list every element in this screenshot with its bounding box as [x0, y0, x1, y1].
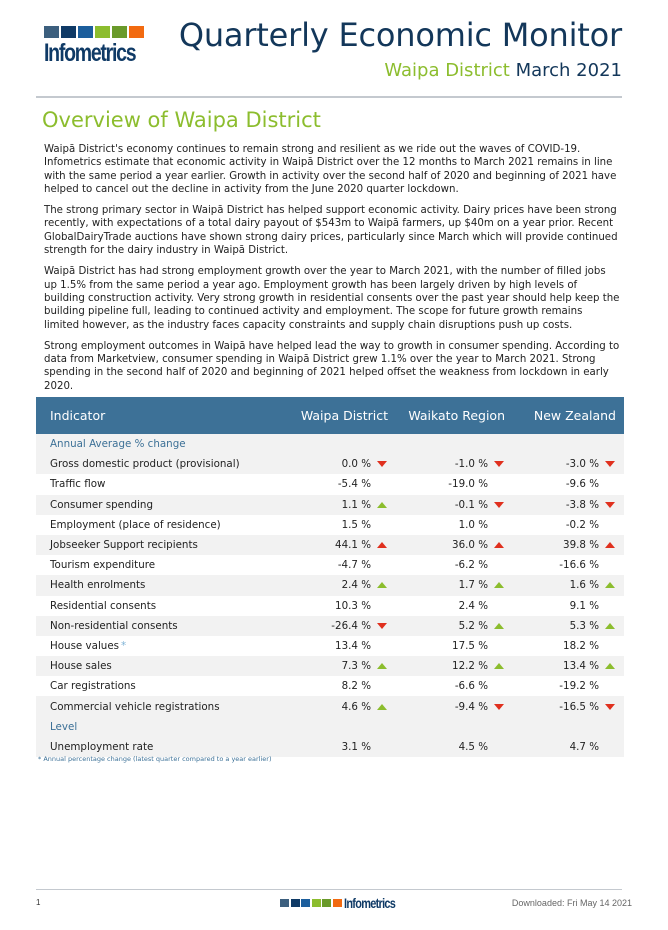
value-text: 0.0 % — [341, 458, 371, 471]
waikato-value — [388, 600, 505, 612]
indicator-table — [36, 397, 624, 757]
header-waikato: Waikato Region — [408, 408, 505, 423]
table-row — [36, 555, 624, 575]
table-row — [36, 596, 624, 616]
nz-value — [505, 660, 624, 672]
arrow-up-icon — [376, 662, 388, 670]
waikato-value — [388, 519, 505, 531]
value-text: 44.1 % — [335, 539, 371, 552]
logo-wordmark: Infometrics — [44, 39, 136, 67]
level-rows — [36, 737, 624, 757]
indicator-cell — [36, 539, 268, 551]
arrow-down-icon — [604, 501, 616, 509]
waipa-value — [268, 579, 388, 591]
value-text: 7.3 % — [341, 660, 371, 673]
arrow-up-icon — [493, 622, 505, 630]
footnote-marker: * — [121, 639, 127, 652]
waipa-value — [268, 478, 388, 490]
overview-paragraph: The strong primary sector in Waipā District has helped support economic activity. Dairy prices have been strong recently, with expectations of a total dairy payout of $543m to Waipā farmers, up $40m on a year prior. Recent GlobalDairyTrade auctions have shown strong dairy prices, particularly since March which will provide continued strength for the dairy industry in Waipā District. — [44, 205, 618, 257]
infometrics-logo — [44, 26, 144, 67]
report-period: March 2021 — [515, 60, 622, 81]
value-text: -0.2 % — [565, 518, 599, 531]
arrow-up-red-icon — [376, 541, 388, 549]
report-subtitle — [384, 60, 622, 81]
download-date: Downloaded: Fri May 14 2021 — [511, 898, 632, 908]
value-text: -16.6 % — [559, 559, 599, 572]
value-text: -6.6 % — [454, 680, 488, 693]
waikato-value — [388, 680, 505, 692]
arrow-up-icon — [493, 581, 505, 589]
waikato-value — [388, 559, 505, 571]
arrow-up-icon — [604, 662, 616, 670]
section-label: Level — [50, 720, 78, 733]
table-row — [36, 454, 624, 474]
table-row — [36, 676, 624, 696]
nz-value — [505, 680, 624, 692]
value-text: 1.7 % — [458, 579, 488, 592]
arrow-up-icon — [376, 501, 388, 509]
section-label: Annual Average % change — [50, 438, 186, 451]
value-text: 5.3 % — [569, 619, 599, 632]
arrow-down-icon — [493, 501, 505, 509]
value-text: 36.0 % — [452, 539, 488, 552]
waipa-value — [268, 660, 388, 672]
value-text: 13.4 % — [335, 639, 371, 652]
arrow-up-red-icon — [604, 541, 616, 549]
nz-value — [505, 701, 624, 713]
nz-value — [505, 519, 624, 531]
value-text: -26.4 % — [331, 619, 371, 632]
indicator-cell — [36, 458, 268, 470]
arrow-up-icon — [493, 662, 505, 670]
arrow-down-icon — [376, 460, 388, 468]
value-text: 39.8 % — [563, 539, 599, 552]
waipa-value — [268, 701, 388, 713]
arrow-up-icon — [376, 581, 388, 589]
logo-square — [280, 899, 289, 907]
value-text: -9.6 % — [565, 478, 599, 491]
value-text: 2.4 % — [341, 579, 371, 592]
nz-value — [505, 559, 624, 571]
logo-square — [78, 26, 93, 38]
nz-value — [505, 539, 624, 551]
overview-paragraph: Waipā District has had strong employment growth over the year to March 2021, with the number of filled jobs up 1.5% from the same period a year ago. Employment growth has been largely driven by high levels of building construction activity. Very strong growth in residential consents over the past year should help keep the building pipeline full, leading to continued activity and employment. The scope for future growth remains limited however, as the industry faces capacity constraints and supply chain disruptions push up costs. — [44, 266, 620, 331]
table-footnote: * Annual percentage change (latest quarter compared to a year earlier) — [38, 755, 272, 763]
value-text: 1.0 % — [458, 518, 488, 531]
report-title: Quarterly Economic Monitor — [178, 16, 622, 54]
table-row — [36, 535, 624, 555]
value-text: 12.2 % — [452, 660, 488, 673]
indicator-cell — [36, 680, 268, 692]
indicator-cell — [36, 478, 268, 490]
value-text: 3.1 % — [341, 740, 371, 753]
nz-value — [505, 620, 624, 632]
indicator-cell — [36, 579, 268, 591]
nz-value — [505, 600, 624, 612]
arrow-down-icon — [493, 703, 505, 711]
logo-square — [95, 26, 110, 38]
indicator-label: Health enrolments — [50, 579, 146, 592]
table-row — [36, 474, 624, 494]
indicator-label: Jobseeker Support recipients — [50, 539, 198, 552]
value-text: -5.4 % — [337, 478, 371, 491]
indicator-cell — [36, 620, 268, 632]
value-text: 9.1 % — [569, 599, 599, 612]
value-text: 1.1 % — [341, 498, 371, 511]
indicator-cell — [36, 701, 268, 713]
waikato-value — [388, 741, 505, 753]
overview-paragraph: Strong employment outcomes in Waipā have helped lead the way to growth in consumer spending. According to data from Marketview, consumer spending in Waipā District grew 1.1% over the year to March 2021. Strong spending in the second half of 2020 and beginning of 2021 helped offset the weakness from lockdown in early 2020. — [44, 340, 620, 392]
nz-value — [505, 478, 624, 490]
value-text: -4.7 % — [337, 559, 371, 572]
indicator-cell — [36, 519, 268, 531]
value-text: 2.4 % — [458, 599, 488, 612]
waikato-value — [388, 701, 505, 713]
header-divider — [36, 96, 622, 98]
value-text: -16.5 % — [559, 700, 599, 713]
waipa-value — [268, 539, 388, 551]
indicator-label: Residential consents — [50, 599, 157, 612]
arrow-down-icon — [604, 703, 616, 711]
waipa-value — [268, 458, 388, 470]
indicator-label: Consumer spending — [50, 498, 153, 511]
table-row — [36, 495, 624, 515]
waikato-value — [388, 478, 505, 490]
value-text: 4.5 % — [458, 740, 488, 753]
arrow-up-icon — [604, 581, 616, 589]
value-text: 8.2 % — [341, 680, 371, 693]
nz-value — [505, 640, 624, 652]
indicator-cell — [36, 559, 268, 571]
indicator-cell — [36, 600, 268, 612]
arrow-down-icon — [376, 622, 388, 630]
value-text: -9.4 % — [454, 700, 488, 713]
nz-value — [505, 499, 624, 511]
value-text: 10.3 % — [335, 599, 371, 612]
value-text: -6.2 % — [454, 559, 488, 572]
indicator-cell — [36, 499, 268, 511]
header-nz: New Zealand — [533, 408, 616, 423]
nz-value — [505, 579, 624, 591]
waipa-value — [268, 741, 388, 753]
indicator-label: Employment (place of residence) — [50, 518, 221, 531]
logo-squares — [44, 26, 144, 38]
logo-square — [301, 899, 310, 907]
indicator-label: Car registrations — [50, 680, 136, 693]
logo-square — [312, 899, 321, 907]
arrow-up-red-icon — [493, 541, 505, 549]
value-text: -0.1 % — [454, 498, 488, 511]
waipa-value — [268, 600, 388, 612]
logo-square — [112, 26, 127, 38]
value-text: 17.5 % — [452, 639, 488, 652]
waikato-value — [388, 458, 505, 470]
logo-square — [61, 26, 76, 38]
indicator-label: Commercial vehicle registrations — [50, 700, 220, 713]
table-row — [36, 616, 624, 636]
arrow-up-icon — [604, 622, 616, 630]
table-row — [36, 656, 624, 676]
header-indicator: Indicator — [50, 408, 106, 423]
section-row-level — [36, 717, 624, 737]
waipa-value — [268, 620, 388, 632]
waipa-value — [268, 499, 388, 511]
table-row — [36, 515, 624, 535]
value-text: -19.0 % — [448, 478, 488, 491]
indicator-cell — [36, 640, 268, 652]
waikato-value — [388, 620, 505, 632]
arrow-down-icon — [493, 460, 505, 468]
waipa-value — [268, 559, 388, 571]
indicator-label: Unemployment rate — [50, 740, 154, 753]
region-name: Waipa District — [384, 60, 510, 81]
footer-logo — [280, 895, 409, 911]
table-row — [36, 696, 624, 716]
page-number: 1 — [36, 898, 41, 907]
table-row — [36, 737, 624, 757]
logo-square — [322, 899, 331, 907]
value-text: -3.0 % — [565, 458, 599, 471]
table-header — [36, 397, 624, 434]
indicator-label: House sales — [50, 660, 112, 673]
logo-square — [333, 899, 342, 907]
indicator-label: Gross domestic product (provisional) — [50, 458, 240, 471]
value-text: 18.2 % — [563, 639, 599, 652]
indicator-cell — [36, 741, 268, 753]
waikato-value — [388, 499, 505, 511]
waikato-value — [388, 640, 505, 652]
logo-square — [129, 26, 144, 38]
value-text: 4.7 % — [569, 740, 599, 753]
value-text: 13.4 % — [563, 660, 599, 673]
overview-paragraph: Waipā District's economy continues to remain strong and resilient as we ride out the waves of COVID-19. Infometrics estimate that economic activity in Waipā District over the 12 months to March 2021 remains in line with the same period a year earlier. Growth in activity over the second half of 2020 and beginning of 2021 have helped to cancel out the decline in activity from the June 2020 quarter lockdown. — [44, 144, 617, 195]
annual-rows — [36, 454, 624, 716]
header-waipa: Waipa District — [300, 408, 388, 423]
waikato-value — [388, 579, 505, 591]
logo-square — [291, 899, 300, 907]
table-row — [36, 575, 624, 595]
logo-squares — [280, 899, 342, 907]
arrow-down-icon — [604, 460, 616, 468]
waikato-value — [388, 539, 505, 551]
value-text: -19.2 % — [559, 680, 599, 693]
overview-text — [44, 143, 620, 401]
table-row — [36, 636, 624, 656]
footer-logo-wordmark: Infometrics — [343, 895, 395, 911]
indicator-label: Traffic flow — [50, 478, 106, 491]
logo-square — [44, 26, 59, 38]
waikato-value — [388, 660, 505, 672]
waipa-value — [268, 640, 388, 652]
footer-divider — [36, 889, 622, 890]
nz-value — [505, 458, 624, 470]
value-text: -3.8 % — [565, 498, 599, 511]
indicator-label: House values — [50, 639, 120, 652]
indicator-label: Non-residential consents — [50, 619, 178, 632]
indicator-cell — [36, 660, 268, 672]
section-row-annual — [36, 434, 624, 454]
indicator-label: Tourism expenditure — [50, 559, 156, 572]
value-text: 4.6 % — [341, 700, 371, 713]
arrow-up-icon — [376, 703, 388, 711]
value-text: 1.5 % — [341, 518, 371, 531]
value-text: 5.2 % — [458, 619, 488, 632]
waipa-value — [268, 519, 388, 531]
nz-value — [505, 741, 624, 753]
overview-heading: Overview of Waipa District — [42, 108, 321, 132]
value-text: -1.0 % — [454, 458, 488, 471]
value-text: 1.6 % — [569, 579, 599, 592]
waipa-value — [268, 680, 388, 692]
